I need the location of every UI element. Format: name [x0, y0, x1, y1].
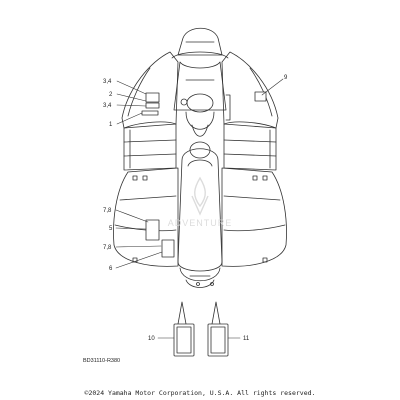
- callout-7-8-lower: 7,8: [103, 245, 112, 251]
- watermark-text: ADVENTURE: [167, 218, 233, 228]
- callout-10: 10: [148, 336, 155, 342]
- callout-3-4-lower: 3,4: [103, 103, 112, 109]
- footrest-left: [124, 124, 176, 170]
- callout-3-4-upper: 3,4: [103, 79, 112, 85]
- decal-label-2: [146, 103, 159, 108]
- hang-tag-10: [174, 302, 194, 356]
- hang-tag-11: [208, 302, 228, 356]
- footrest-right: [224, 124, 276, 170]
- decal-label-5: [146, 220, 159, 240]
- front-bumper: [172, 28, 228, 58]
- callout-6: 6: [109, 266, 113, 272]
- callout-2: 2: [109, 92, 113, 98]
- watermark-logo: [168, 178, 233, 228]
- decal-label-3-4: [146, 93, 159, 102]
- callout-1: 1: [109, 122, 113, 128]
- callout-9: 9: [284, 75, 288, 81]
- decal-label-6: [162, 240, 174, 257]
- front-fender-left: [122, 52, 178, 128]
- decal-label-1: [142, 111, 158, 115]
- reference-code: BD31110-R380: [83, 358, 121, 364]
- callout-11: 11: [243, 336, 250, 342]
- callout-7-8-upper: 7,8: [103, 208, 112, 214]
- callout-5: 5: [109, 226, 113, 232]
- seat: [178, 149, 222, 271]
- leader-lines: [116, 79, 283, 338]
- front-center-panel: [174, 62, 230, 120]
- fuel-tank: [186, 112, 214, 158]
- copyright-notice: ©2024 Yamaha Motor Corporation, U.S.A. All rights reserved.: [84, 389, 316, 397]
